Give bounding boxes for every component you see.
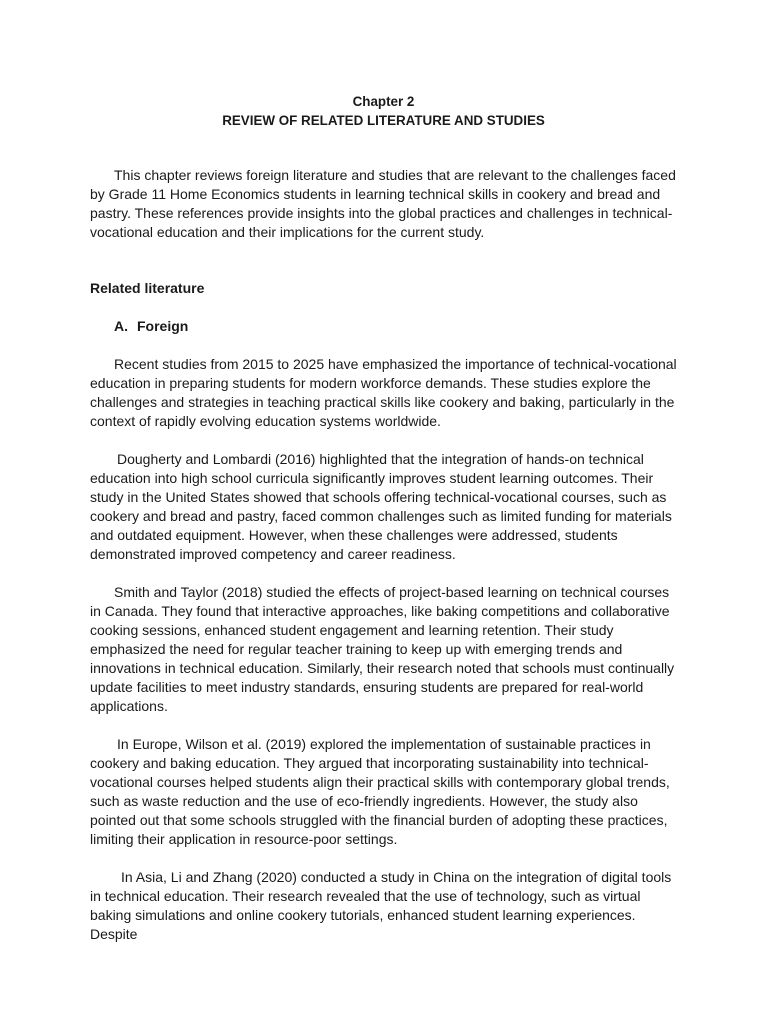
intro-paragraph: This chapter reviews foreign literature and studies that are relevant to the challenges faced by Grade 11 Home Economics students in learning technical skills in cookery and bread and pastry. These references provide insights into the global practices and challenges in technical-vocational education and their implications for the current study. [90,167,676,240]
subsection-heading-foreign [114,317,677,336]
subsection-title: Foreign [137,318,189,334]
paragraph-dougherty-lombardi: Dougherty and Lombardi (2016) highlighted that the integration of hands-on technical education into high school curricula significantly improves student learning outcomes. Their study in the United States showed that schools offering technical-vocational courses, such as cookery and bread and pastry, faced common challenges such as limited funding for materials and outdated equipment. However, when these challenges were addressed, students demonstrated improved competency and career readiness. [90,451,672,562]
chapter-title: REVIEW OF RELATED LITERATURE AND STUDIES [222,113,545,128]
subsection-letter: A. [114,318,128,334]
paragraph-li-zhang-text: In Asia, Li and Zhang (2020) conducted a study in China on the integration of digital tools in technical education. Their research revealed that the use of technology, such as virtual baking simulations and online cookery tutorials, enhanced student learning experiences. [90,869,672,923]
document-body [90,92,677,944]
paragraph-li-zhang [90,868,677,944]
paragraph-recent-studies: Recent studies from 2015 to 2025 have emphasized the importance of technical-vocational education in preparing students for modern workforce demands. These studies explore the challenges and strategies in teaching practical skills like cookery and baking, particularly in the context of rapidly evolving education systems worldwide. [90,356,677,429]
paragraph-wilson: In Europe, Wilson et al. (2019) explored the implementation of sustainable practices in cookery and baking education. They argued that incorporating sustainability into technical-vocational courses helped students align their practical skills with contemporary global trends, such as waste reduction and the use of eco-friendly ingredients. However, the study also pointed out that some schools struggled with the financial burden of adopting these practices, limiting their application in resource-poor settings. [90,736,670,847]
chapter-label: Chapter 2 [352,94,415,109]
paragraph-smith-taylor: Smith and Taylor (2018) studied the effects of project-based learning on technical courses in Canada. They found that interactive approaches, like baking competitions and collaborative cooking sessions, enhanced student engagement and learning retention. Their study emphasized the need for regular teacher training to keep up with emerging trends and innovations in technical education. Similarly, their research noted that schools must continually update facilities to meet industry standards, ensuring students are prepared for real-world applications. [90,584,675,714]
trailing-word: Despite [90,926,138,942]
section-heading-related-literature: Related literature [90,280,205,296]
